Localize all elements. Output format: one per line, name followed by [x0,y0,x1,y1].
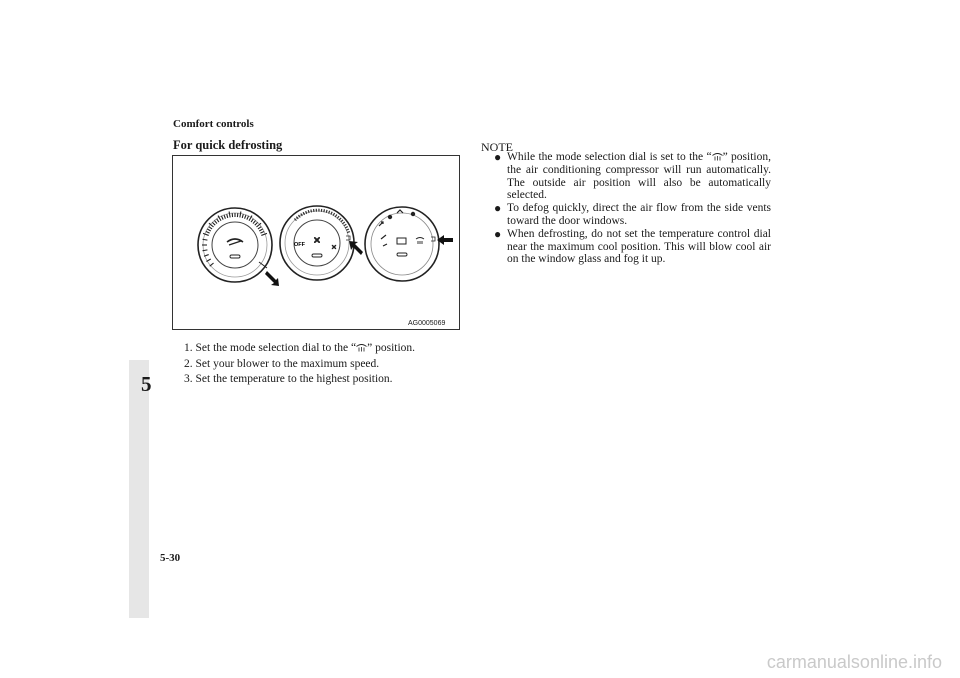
climate-control-figure [172,155,460,330]
defrost-icon [356,343,367,352]
temperature-dial [198,208,272,282]
note-item: ● When defrosting, do not set the temperature control dial near the maximum cool position. This will blow cool air on the window glass and fog it up. [494,226,771,266]
note-item: ● To defog quickly, direct the air flow from the side vents toward the door windows. [494,201,771,227]
step-2: 2. Set your blower to the maximum speed. [184,357,380,370]
blower-dial [280,206,354,280]
page-number: 5-30 [160,552,181,564]
procedure-title: For quick defrosting [173,138,283,152]
climate-control-dials-illustration [173,156,459,329]
note-list [494,151,771,266]
step-3: 3. Set the temperature to the highest position. [184,373,393,385]
fan-off-label: OFF [294,242,305,248]
bullet-icon: ● [494,150,502,164]
chapter-number: 5 [141,372,152,396]
site-watermark: carmanualsonline.info [766,652,942,672]
chapter-tab [129,360,149,618]
bullet-icon: ● [494,201,502,216]
note-heading: NOTE [481,140,513,154]
section-title: Comfort controls [173,118,254,130]
note-item: ● While the mode selection dial is set to the “ ” position, the air conditioning compressor will run automatically. The outside air position will also be automatically selected. [494,150,771,202]
defrost-icon [712,152,723,161]
procedure-steps [184,341,415,388]
step-1: 1. Set the mode selection dial to the “ ” position. [184,342,416,354]
figure-code: AG0005069 [408,320,446,327]
mode-dial [365,207,439,281]
bullet-icon: ● [494,226,502,241]
arrow-pointer-icon [265,271,279,286]
